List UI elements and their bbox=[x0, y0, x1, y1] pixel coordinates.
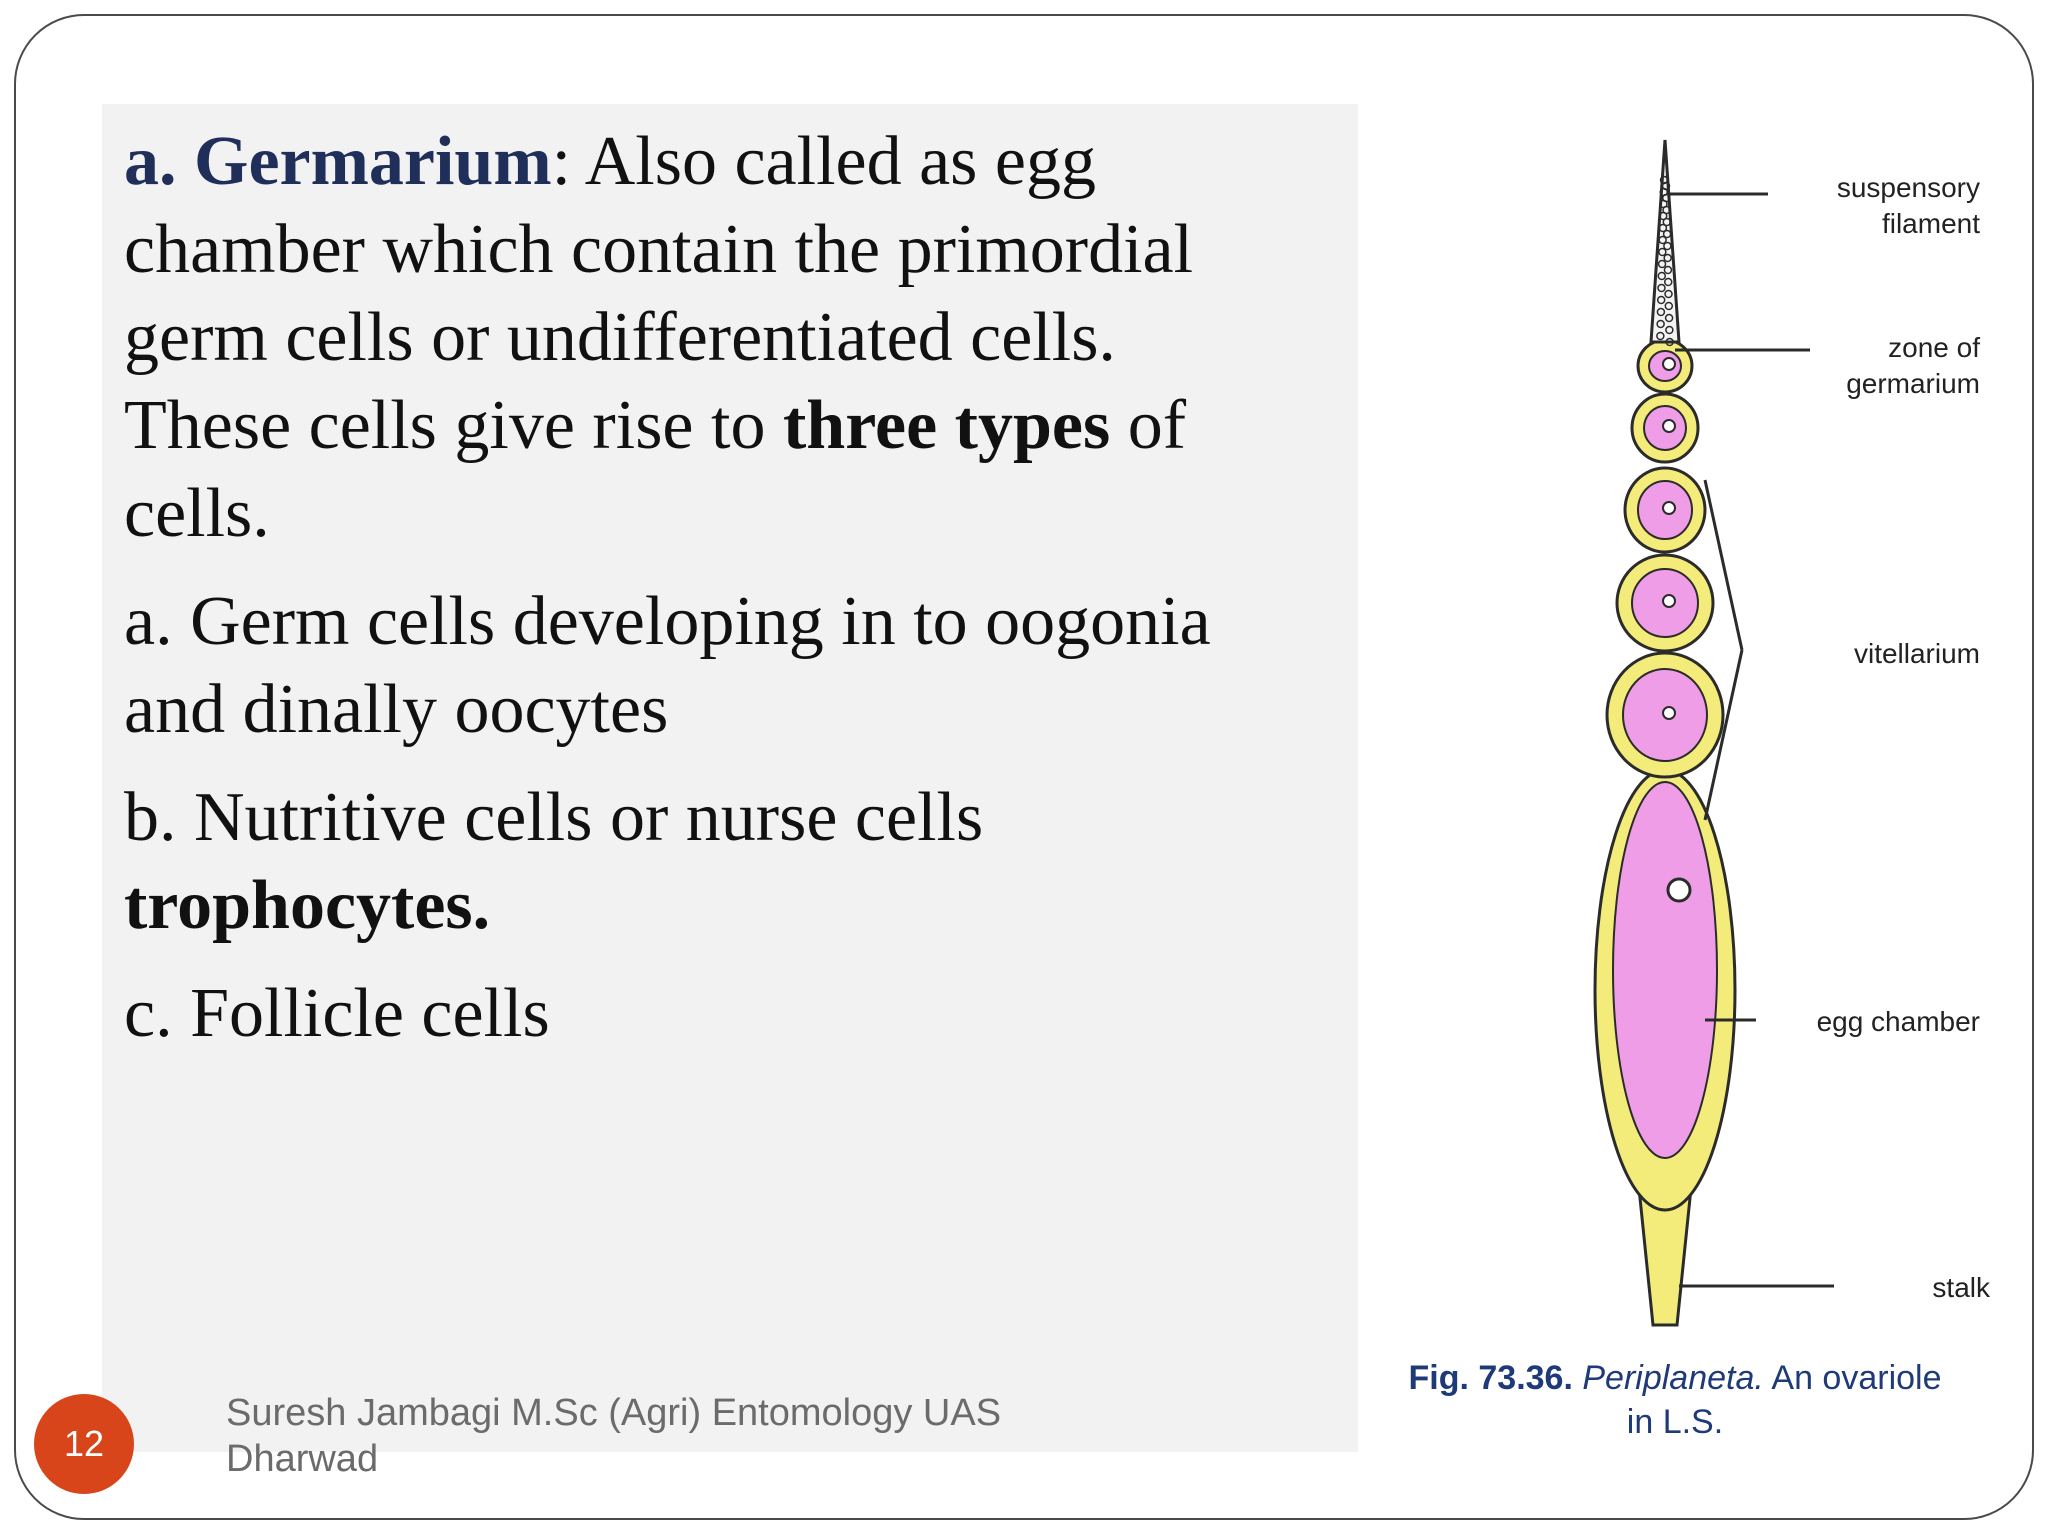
germarium-line4 bbox=[124, 382, 1354, 470]
egg-chamber-oocyte bbox=[1613, 782, 1717, 1158]
vitellarium-nucleus-4 bbox=[1663, 358, 1675, 370]
germarium-line3: germ cells or undifferentiated cells. bbox=[124, 299, 1116, 376]
germ-cells-line2: and dinally oocytes bbox=[124, 671, 669, 748]
vitellarium-nucleus-2 bbox=[1663, 502, 1675, 514]
ovariole-figure bbox=[1380, 110, 2020, 1480]
label-egg-chamber: egg chamber bbox=[1816, 1006, 1980, 1037]
label-zone-line2: germarium bbox=[1846, 368, 1980, 399]
germarium-line4-pre: These cells give rise to bbox=[124, 387, 783, 464]
label-suspensory-filament bbox=[1740, 170, 1980, 242]
label-zone-of-germarium bbox=[1740, 330, 1980, 402]
footer-author bbox=[226, 1390, 1126, 1482]
label-stalk: stalk bbox=[1932, 1272, 1990, 1303]
vitellarium-nucleus-3 bbox=[1663, 420, 1675, 432]
label-zone-line1: zone of bbox=[1888, 332, 1980, 363]
bullet-follicle-cells bbox=[124, 970, 1354, 1058]
page-number-badge: 12 bbox=[34, 1394, 134, 1494]
caption-number: Fig. 73.36. bbox=[1408, 1359, 1573, 1397]
label-suspensory-line2: filament bbox=[1881, 208, 1980, 239]
caption-line2: in L.S. bbox=[1626, 1403, 1724, 1441]
bullet-germarium bbox=[124, 118, 1354, 558]
germarium-term: a. Germarium bbox=[124, 123, 552, 200]
germarium-line1: Also called as egg bbox=[571, 123, 1096, 200]
vitellarium-nucleus-1 bbox=[1663, 595, 1675, 607]
egg-chamber-nucleus bbox=[1668, 879, 1690, 901]
follicle-cells-line1: c. Follicle cells bbox=[124, 975, 550, 1052]
bullet-nutritive-cells bbox=[124, 774, 1354, 950]
ovariole-drawing bbox=[1595, 140, 1834, 1325]
nutritive-cells-line1: b. Nutritive cells or nurse cells bbox=[124, 779, 984, 856]
caption-line1 bbox=[1395, 1356, 1955, 1400]
germarium-line4-post: of bbox=[1110, 387, 1187, 464]
germarium-three-types: three types bbox=[782, 387, 1111, 464]
caption-text: An ovariole bbox=[1763, 1359, 1942, 1397]
label-suspensory-line1: suspensory bbox=[1836, 172, 1980, 203]
germarium-colon: : bbox=[551, 123, 572, 200]
vitellarium-nucleus-0 bbox=[1663, 707, 1675, 719]
figure-caption bbox=[1395, 1356, 1955, 1444]
ovariole-diagram bbox=[1380, 110, 2020, 1350]
leader-vitellarium-top bbox=[1705, 480, 1742, 650]
footer-line2: Dharwad bbox=[226, 1438, 379, 1480]
caption-genus: Periplaneta. bbox=[1582, 1359, 1764, 1397]
germarium-line5: cells. bbox=[124, 475, 270, 552]
content-bullets bbox=[124, 118, 1354, 1058]
footer-line1: Suresh Jambagi M.Sc (Agri) Entomology UAS bbox=[226, 1392, 1002, 1434]
label-vitellarium: vitellarium bbox=[1853, 638, 1980, 669]
bullet-germ-cells bbox=[124, 578, 1354, 754]
germarium-line2: chamber which contain the primordial bbox=[124, 211, 1194, 288]
germ-cells-line1: a. Germ cells developing in to oogonia bbox=[124, 583, 1211, 660]
trophocytes-label: trophocytes. bbox=[124, 867, 491, 944]
